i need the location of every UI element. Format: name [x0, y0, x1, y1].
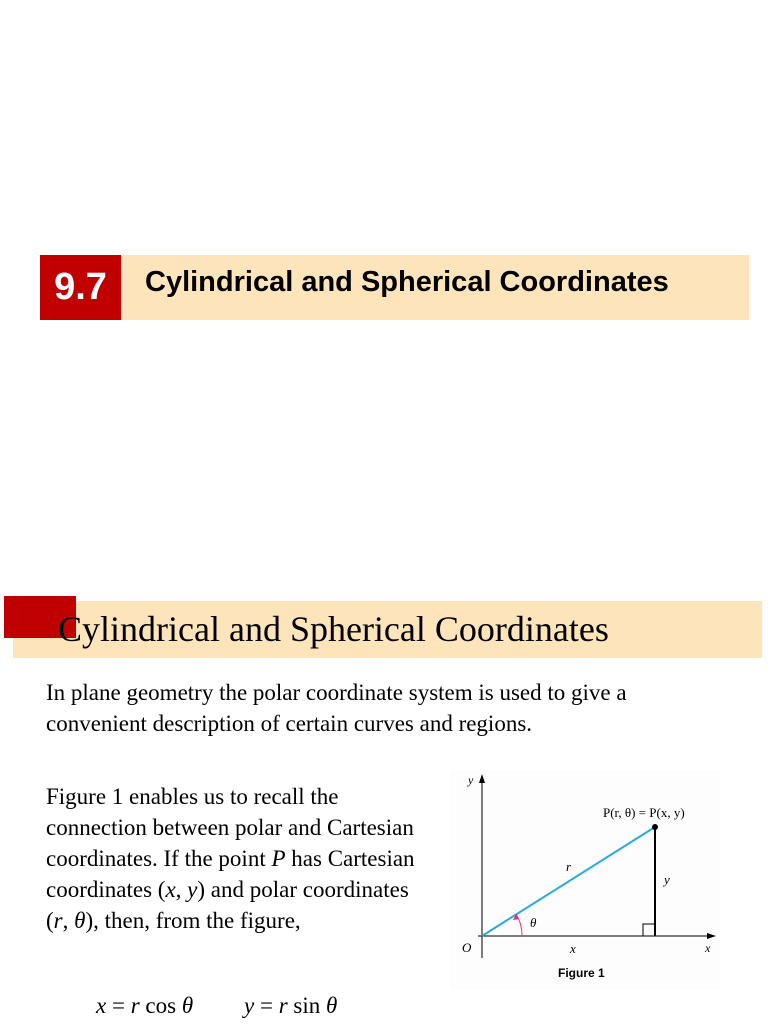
figure-caption: Figure 1 [558, 966, 605, 980]
polar-cartesian-figure [450, 770, 720, 990]
x-axis-label: x [705, 941, 711, 955]
r-label: r [566, 859, 572, 874]
slide-title: Cylindrical and Spherical Coordinates [58, 609, 609, 649]
equation-x: x = r cos θ [96, 993, 194, 1018]
x-leg-label: x [570, 941, 576, 956]
section-title: Cylindrical and Spherical Coordinates [145, 266, 669, 298]
body-paragraph: Figure 1 enables us to recall the connection between polar and Cartesian coordinates. If the point P has Cartesian coordinates (x, y) and polar coordinates (r, θ), then, from the figure, [46, 784, 415, 933]
point-p [652, 824, 658, 830]
theta-label: θ [530, 915, 537, 930]
equation-y: y = r sin θ [244, 993, 338, 1018]
origin-label: O [462, 940, 472, 955]
y-leg-label: y [664, 872, 670, 887]
y-axis-label: y [468, 773, 474, 787]
point-label: P(r, θ) = P(x, y) [603, 805, 685, 820]
section-number: 9.7 [40, 255, 121, 320]
intro-paragraph: In plane geometry the polar coordinate system is used to give a convenient description of certain curves and regions. [46, 680, 627, 736]
